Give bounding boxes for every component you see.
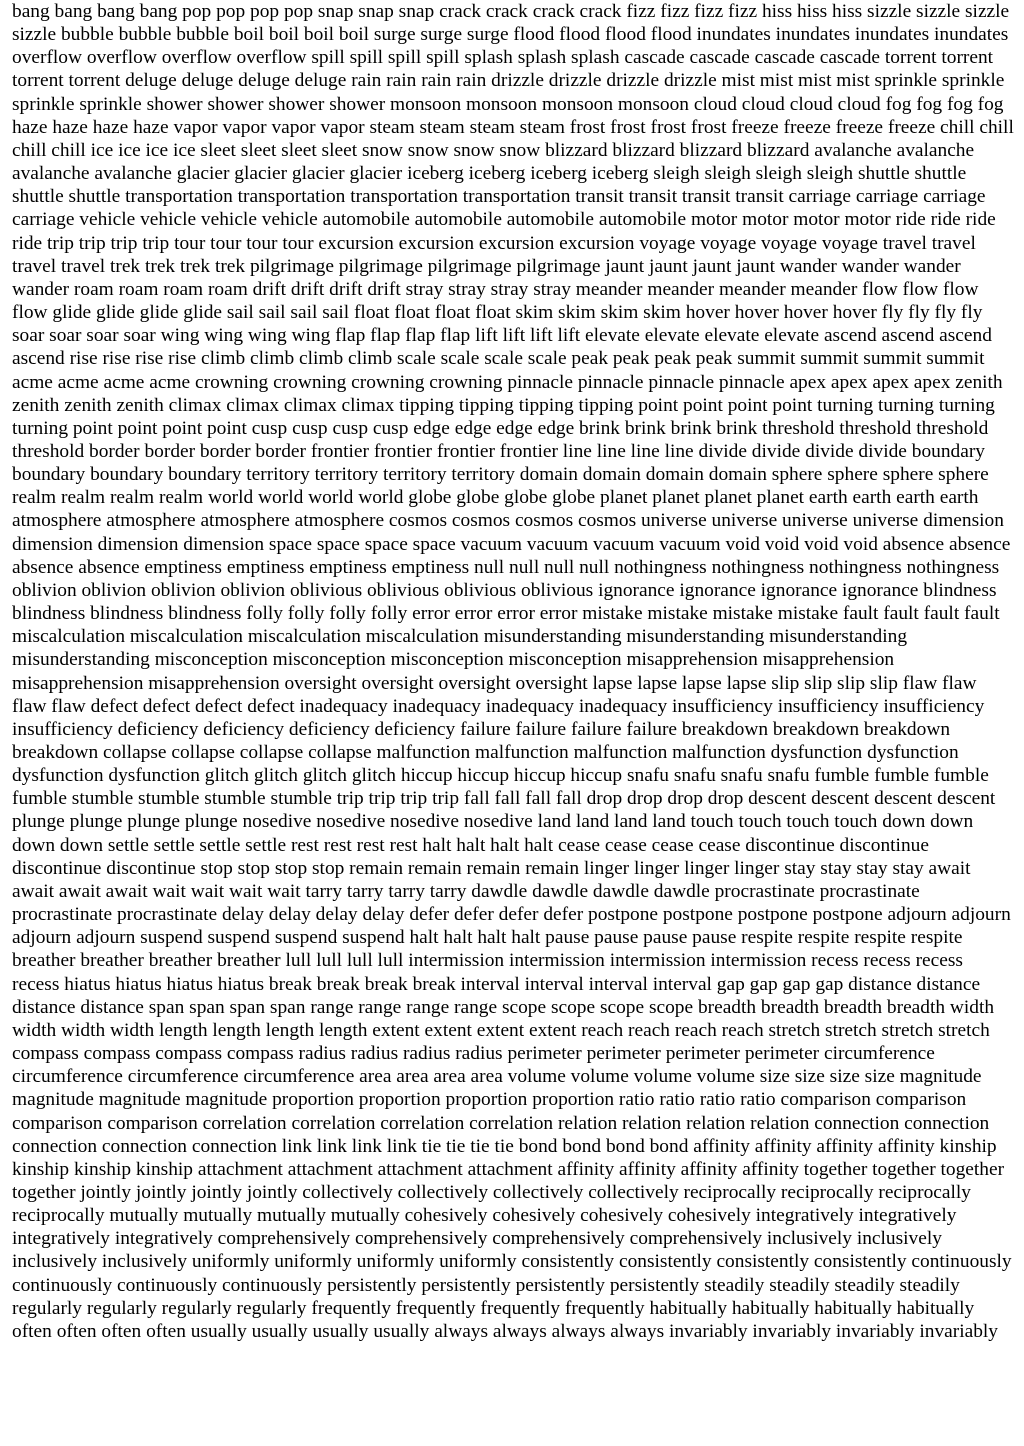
body-text: bang bang bang bang pop pop pop pop snap snap snap crack crack crack crack fizz fizz fizz fizz hiss hiss hiss sizzle sizzle sizzle sizzle bubble bubble bubble boil boil boil boil surge surge surge flood flood flood flood inundates inundates inundates inundates overflow overflow overflow overflow spill spill spill spill splash splash splash cascade cascade cascade cascade torrent torrent torrent torrent deluge deluge deluge deluge rain rain rain rain drizzle drizzle drizzle drizzle mist mist mist mist sprinkle sprinkle sprinkle sprinkle shower shower shower shower monsoon monsoon monsoon monsoon cloud cloud cloud cloud fog fog fog fog haze haze haze haze vapor vapor vapor vapor steam steam steam steam frost frost frost frost freeze freeze freeze freeze chill chill chill chill ice ice ice ice sleet sleet sleet sleet snow snow snow snow blizzard blizzard blizzard blizzard avalanche avalanche avalanche avalanche glacier glacier glacier glacier iceberg iceberg iceberg iceberg sleigh sleigh sleigh sleigh shuttle shuttle shuttle shuttle transportation transportation transportation transportation transit transit transit transit carriage carriage carriage carriage vehicle vehicle vehicle vehicle automobile automobile automobile automobile motor motor motor motor ride ride ride ride trip trip trip trip tour tour tour tour excursion excursion excursion excursion voyage voyage voyage voyage travel travel travel travel trek trek trek trek pilgrimage pilgrimage pilgrimage pilgrimage jaunt jaunt jaunt jaunt wander wander wander wander roam roam roam roam drift drift drift drift stray stray stray stray meander meander meander meander flow flow flow flow glide glide glide glide sail sail sail sail float float float float skim skim skim skim hover hover hover hover fly fly fly fly soar soar soar soar wing wing wing wing flap flap flap flap lift lift lift lift elevate elevate elevate elevate ascend ascend ascend ascend rise rise rise rise climb climb climb climb scale scale scale scale peak peak peak peak summit summit summit summit acme acme acme acme crowning crowning crowning crowning pinnacle pinnacle pinnacle pinnacle apex apex apex apex zenith zenith zenith zenith climax climax climax climax tipping tipping tipping tipping point point point point turning turning turning turning point point point point cusp cusp cusp cusp edge edge edge edge brink brink brink brink threshold threshold threshold threshold border border border border frontier frontier frontier frontier line line line line divide divide divide divide boundary boundary boundary boundary territory territory territory territory domain domain domain domain sphere sphere sphere sphere realm realm realm realm world world world world globe globe globe globe planet planet planet planet earth earth earth earth atmosphere atmosphere atmosphere atmosphere cosmos cosmos cosmos cosmos universe universe universe universe dimension dimension dimension dimension space space space space vacuum vacuum vacuum vacuum void void void void absence absence absence absence emptiness emptiness emptiness emptiness null null null null nothingness nothingness nothingness nothingness oblivion oblivion oblivion oblivion oblivious oblivious oblivious oblivious ignorance ignorance ignorance ignorance blindness blindness blindness blindness folly folly folly folly error error error error mistake mistake mistake mistake fault fault fault fault miscalculation miscalculation miscalculation miscalculation misunderstanding misunderstanding misunderstanding misunderstanding misconception misconception misconception misconception misapprehension misapprehension misapprehension misapprehension oversight oversight oversight oversight lapse lapse lapse lapse slip slip slip slip flaw flaw flaw flaw defect defect defect defect inadequacy inadequacy inadequacy inadequacy insufficiency insufficiency insufficiency insufficiency deficiency deficiency deficiency deficiency failure failure failure failure breakdown breakdown breakdown breakdown collapse collapse collapse collapse malfunction malfunction malfunction malfunction dysfunction dysfunction dysfunction dysfunction glitch glitch glitch glitch hiccup hiccup hiccup hiccup snafu snafu snafu snafu fumble fumble fumble fumble stumble stumble stumble stumble trip trip trip trip fall fall fall fall drop drop drop drop descent descent descent descent plunge plunge plunge plunge nosedive nosedive nosedive nosedive land land land land touch touch touch touch down down down down settle settle settle settle rest rest rest rest halt halt halt halt cease cease cease cease discontinue discontinue discontinue discontinue stop stop stop stop remain remain remain remain linger linger linger linger stay stay stay stay await await await await wait wait wait wait tarry tarry tarry tarry dawdle dawdle dawdle dawdle procrastinate procrastinate procrastinate procrastinate delay delay delay delay defer defer defer defer postpone postpone postpone postpone adjourn adjourn adjourn adjourn suspend suspend suspend suspend halt halt halt halt pause pause pause pause respite respite respite respite breather breather breather breather lull lull lull lull intermission intermission intermission intermission recess recess recess recess hiatus hiatus hiatus hiatus break break break break interval interval interval interval gap gap gap gap distance distance distance distance span span span span range range range range scope scope scope scope breadth breadth breadth breadth width width width width length length length length extent extent extent extent reach reach reach reach stretch stretch stretch stretch compass compass compass compass radius radius radius radius perimeter perimeter perimeter perimeter circumference circumference circumference circumference area area area area volume volume volume volume size size size size magnitude magnitude magnitude magnitude proportion proportion proportion proportion ratio ratio ratio ratio comparison comparison comparison comparison correlation correlation correlation correlation relation relation relation relation connection connection connection connection connection link link link link tie tie tie tie bond bond bond bond affinity affinity affinity affinity kinship kinship kinship kinship attachment attachment attachment attachment affinity affinity affinity affinity together together together together jointly jointly jointly jointly collectively collectively collectively collectively reciprocally reciprocally reciprocally reciprocally mutually mutually mutually mutually cohesively cohesively cohesively cohesively integratively integratively integratively integratively comprehensively comprehensively comprehensively comprehensively inclusively inclusively inclusively inclusively uniformly uniformly uniformly uniformly consistently consistently consistently consistently continuously continuously continuously continuously persistently persistently persistently persistently steadily steadily steadily steadily regularly regularly regularly regularly frequently frequently frequently frequently habitually habitually habitually habitually often often often often usually usually usually usually always always always always invariably invariably invariably invariably — [12, 1, 1014, 1342]
